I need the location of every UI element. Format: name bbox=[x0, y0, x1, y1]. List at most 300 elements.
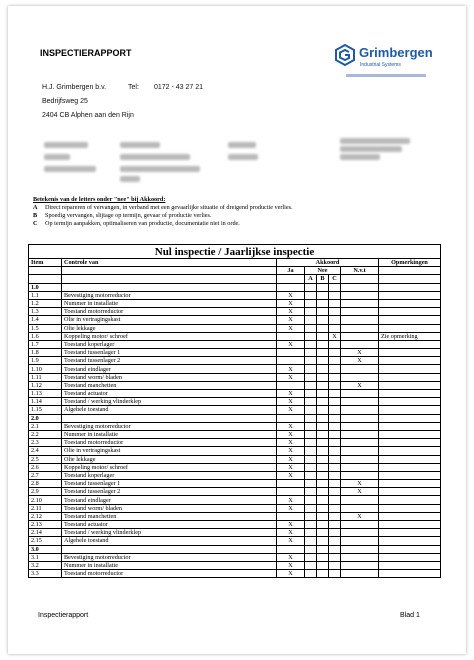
logo-name: Grimbergen bbox=[359, 45, 433, 60]
cell-c bbox=[329, 299, 341, 307]
cell-c bbox=[329, 545, 341, 553]
cell-ja bbox=[277, 488, 305, 496]
cell-c bbox=[329, 308, 341, 316]
cell-ja: X bbox=[277, 308, 305, 316]
cell-c bbox=[329, 390, 341, 398]
cell-ja: X bbox=[277, 529, 305, 537]
cell-nvt bbox=[341, 504, 379, 512]
table-row bbox=[29, 488, 441, 496]
cell-a bbox=[305, 455, 317, 463]
cell-a bbox=[305, 324, 317, 332]
cell-item: 1.15 bbox=[29, 406, 62, 414]
cell-control bbox=[62, 414, 277, 422]
cell-ja bbox=[277, 512, 305, 520]
cell-control: Toestand eindlager bbox=[62, 365, 277, 373]
cell-ja bbox=[277, 332, 305, 340]
cell-rem bbox=[379, 340, 441, 348]
cell-item: 1.8 bbox=[29, 349, 62, 357]
cell-a bbox=[305, 561, 317, 569]
cell-item: 2.12 bbox=[29, 512, 62, 520]
cell-item: 2.1 bbox=[29, 422, 62, 430]
cell-control: Toestand motorreductor bbox=[62, 570, 277, 578]
cell-a bbox=[305, 365, 317, 373]
cell-nvt bbox=[341, 414, 379, 422]
table-row bbox=[29, 340, 441, 348]
col-ja: Ja bbox=[277, 267, 305, 275]
cell-a bbox=[305, 504, 317, 512]
cell-a bbox=[305, 512, 317, 520]
cell-control bbox=[62, 283, 277, 291]
cell-rem bbox=[379, 512, 441, 520]
cell-ja: X bbox=[277, 324, 305, 332]
cell-rem bbox=[379, 349, 441, 357]
cell-nvt bbox=[341, 545, 379, 553]
cell-ja bbox=[277, 381, 305, 389]
cell-item: 2.6 bbox=[29, 463, 62, 471]
table-row bbox=[29, 406, 441, 414]
cell-ja bbox=[277, 414, 305, 422]
cell-a bbox=[305, 447, 317, 455]
cell-a bbox=[305, 545, 317, 553]
cell-ja: X bbox=[277, 439, 305, 447]
cell-c bbox=[329, 291, 341, 299]
cell-c bbox=[329, 529, 341, 537]
cell-b bbox=[317, 308, 329, 316]
table-row bbox=[29, 561, 441, 569]
cell-nvt bbox=[341, 332, 379, 340]
cell-a bbox=[305, 488, 317, 496]
table-row bbox=[29, 291, 441, 299]
col-remarks: Opmerkingen bbox=[379, 259, 441, 267]
cell-rem bbox=[379, 283, 441, 291]
table-row bbox=[29, 299, 441, 307]
report-title: INSPECTIERAPPORT bbox=[40, 48, 132, 58]
table-row bbox=[29, 398, 441, 406]
cell-a bbox=[305, 406, 317, 414]
cell-nvt bbox=[341, 537, 379, 545]
cell-nvt bbox=[341, 496, 379, 504]
cell-b bbox=[317, 340, 329, 348]
cell-item: 1.0 bbox=[29, 283, 62, 291]
cell-rem bbox=[379, 324, 441, 332]
cell-c bbox=[329, 488, 341, 496]
cell-b bbox=[317, 398, 329, 406]
cell-item: 1.1 bbox=[29, 291, 62, 299]
table-row bbox=[29, 512, 441, 520]
cell-ja: X bbox=[277, 390, 305, 398]
table-row bbox=[29, 455, 441, 463]
cell-nvt: X bbox=[341, 480, 379, 488]
cell-rem bbox=[379, 570, 441, 578]
cell-b bbox=[317, 406, 329, 414]
cell-a bbox=[305, 357, 317, 365]
cell-b bbox=[317, 504, 329, 512]
table-row bbox=[29, 349, 441, 357]
cell-rem bbox=[379, 430, 441, 438]
cell-b bbox=[317, 332, 329, 340]
cell-ja bbox=[277, 283, 305, 291]
cell-c: X bbox=[329, 332, 341, 340]
cell-ja: X bbox=[277, 373, 305, 381]
col-c: C bbox=[329, 275, 341, 283]
cell-c bbox=[329, 316, 341, 324]
cell-ja: X bbox=[277, 537, 305, 545]
col-item: Item bbox=[29, 259, 62, 267]
cell-item: 1.7 bbox=[29, 340, 62, 348]
cell-item: 2.8 bbox=[29, 480, 62, 488]
cell-b bbox=[317, 561, 329, 569]
cell-nvt bbox=[341, 463, 379, 471]
table-section-row bbox=[29, 283, 441, 291]
cell-rem bbox=[379, 496, 441, 504]
cell-ja: X bbox=[277, 570, 305, 578]
cell-c bbox=[329, 430, 341, 438]
table-row bbox=[29, 439, 441, 447]
cell-control: Toestand actuator bbox=[62, 521, 277, 529]
cell-b bbox=[317, 299, 329, 307]
cell-item: 2.0 bbox=[29, 414, 62, 422]
company-logo bbox=[334, 44, 454, 86]
cell-a bbox=[305, 471, 317, 479]
cell-c bbox=[329, 349, 341, 357]
cell-item: 3.3 bbox=[29, 570, 62, 578]
cell-rem bbox=[379, 439, 441, 447]
cell-nvt bbox=[341, 561, 379, 569]
cell-nvt: X bbox=[341, 512, 379, 520]
cell-a bbox=[305, 291, 317, 299]
col-b: B bbox=[317, 275, 329, 283]
cell-b bbox=[317, 570, 329, 578]
cell-rem bbox=[379, 504, 441, 512]
cell-a bbox=[305, 316, 317, 324]
cell-rem bbox=[379, 390, 441, 398]
cell-nvt bbox=[341, 570, 379, 578]
cell-b bbox=[317, 414, 329, 422]
cell-item: 2.11 bbox=[29, 504, 62, 512]
cell-c bbox=[329, 463, 341, 471]
cell-b bbox=[317, 365, 329, 373]
cell-rem bbox=[379, 561, 441, 569]
col-a: A bbox=[305, 275, 317, 283]
cell-ja: X bbox=[277, 455, 305, 463]
cell-b bbox=[317, 553, 329, 561]
cell-rem bbox=[379, 447, 441, 455]
cell-nvt: X bbox=[341, 357, 379, 365]
table-row bbox=[29, 422, 441, 430]
cell-c bbox=[329, 521, 341, 529]
cell-c bbox=[329, 447, 341, 455]
col-nee: Nee bbox=[305, 267, 341, 275]
cell-rem bbox=[379, 488, 441, 496]
cell-control: Toestand koperlager bbox=[62, 471, 277, 479]
cell-b bbox=[317, 545, 329, 553]
cell-item: 2.4 bbox=[29, 447, 62, 455]
table-row bbox=[29, 553, 441, 561]
cell-nvt bbox=[341, 291, 379, 299]
cell-c bbox=[329, 324, 341, 332]
legend-item: C Op termijn aanpakken, optimaliseren van productie, documentatie niet in orde. bbox=[33, 220, 240, 227]
table-row bbox=[29, 324, 441, 332]
cell-control: Toestand tussenlager 1 bbox=[62, 349, 277, 357]
cell-c bbox=[329, 422, 341, 430]
cell-control: Olie lekkage bbox=[62, 455, 277, 463]
cell-control: Olie in vertragingskast bbox=[62, 447, 277, 455]
cell-control: Toestand / werking vlinderklep bbox=[62, 529, 277, 537]
col-akkoord: Akkoord bbox=[277, 259, 379, 267]
cell-item: 2.9 bbox=[29, 488, 62, 496]
cell-b bbox=[317, 430, 329, 438]
cell-b bbox=[317, 349, 329, 357]
cell-nvt bbox=[341, 373, 379, 381]
table-row bbox=[29, 365, 441, 373]
cell-rem bbox=[379, 463, 441, 471]
cell-ja: X bbox=[277, 447, 305, 455]
table-row bbox=[29, 463, 441, 471]
cell-nvt bbox=[341, 430, 379, 438]
cell-nvt: X bbox=[341, 488, 379, 496]
cell-item: 1.5 bbox=[29, 324, 62, 332]
cell-ja: X bbox=[277, 340, 305, 348]
cell-ja: X bbox=[277, 471, 305, 479]
cell-nvt bbox=[341, 447, 379, 455]
cell-control: Nummer in installatie bbox=[62, 299, 277, 307]
cell-b bbox=[317, 529, 329, 537]
table-row bbox=[29, 447, 441, 455]
cell-item: 2.2 bbox=[29, 430, 62, 438]
cell-c bbox=[329, 414, 341, 422]
cell-rem bbox=[379, 529, 441, 537]
cell-item: 2.5 bbox=[29, 455, 62, 463]
cell-nvt bbox=[341, 324, 379, 332]
cell-control: Toestand worm/ bladen bbox=[62, 373, 277, 381]
cell-ja: X bbox=[277, 430, 305, 438]
cell-item: 1.3 bbox=[29, 308, 62, 316]
letter-legend bbox=[33, 196, 293, 228]
cell-c bbox=[329, 283, 341, 291]
legend-item: A Direct repareren of vervangen, in verband met een gevaarlijke situatie of dreigend productie verlies. bbox=[33, 204, 293, 211]
inspection-table bbox=[28, 244, 441, 578]
cell-c bbox=[329, 439, 341, 447]
cell-item: 2.3 bbox=[29, 439, 62, 447]
cell-control: Toestand tussenlager 1 bbox=[62, 480, 277, 488]
cell-control: Bevestiging motorreductor bbox=[62, 422, 277, 430]
cell-rem bbox=[379, 406, 441, 414]
cell-b bbox=[317, 521, 329, 529]
cell-control: Toestand manchetten bbox=[62, 512, 277, 520]
table-row bbox=[29, 504, 441, 512]
cell-rem bbox=[379, 553, 441, 561]
cell-c bbox=[329, 480, 341, 488]
cell-control bbox=[62, 545, 277, 553]
cell-rem bbox=[379, 373, 441, 381]
cell-a bbox=[305, 430, 317, 438]
cell-a bbox=[305, 537, 317, 545]
cell-c bbox=[329, 553, 341, 561]
cell-control: Olie lekkage bbox=[62, 324, 277, 332]
cell-c bbox=[329, 381, 341, 389]
cell-a bbox=[305, 529, 317, 537]
cell-b bbox=[317, 488, 329, 496]
cell-ja: X bbox=[277, 561, 305, 569]
company-city: 2404 CB Alphen aan den Rijn bbox=[42, 112, 134, 119]
cell-b bbox=[317, 512, 329, 520]
table-row bbox=[29, 373, 441, 381]
cell-rem bbox=[379, 316, 441, 324]
cell-rem bbox=[379, 537, 441, 545]
cell-a bbox=[305, 553, 317, 561]
cell-control: Koppeling motor/ schroef bbox=[62, 463, 277, 471]
table-row bbox=[29, 332, 441, 340]
cell-a bbox=[305, 349, 317, 357]
cell-item: 1.10 bbox=[29, 365, 62, 373]
cell-b bbox=[317, 480, 329, 488]
cell-control: Toestand koperlager bbox=[62, 340, 277, 348]
cell-ja bbox=[277, 349, 305, 357]
cell-control: Toestand eindlager bbox=[62, 496, 277, 504]
cell-control: Toestand actuator bbox=[62, 390, 277, 398]
cell-control: Toestand motorreductor bbox=[62, 439, 277, 447]
cell-nvt bbox=[341, 308, 379, 316]
cell-c bbox=[329, 496, 341, 504]
cell-a bbox=[305, 398, 317, 406]
logo-tagline-strip bbox=[346, 74, 426, 77]
legend-title: Betekenis van de letters onder "nee" bij Akkoord: bbox=[33, 196, 166, 203]
cell-rem bbox=[379, 455, 441, 463]
table-row bbox=[29, 529, 441, 537]
cell-ja bbox=[277, 545, 305, 553]
cell-control: Toestand motorreductor bbox=[62, 308, 277, 316]
cell-nvt bbox=[341, 406, 379, 414]
legend-item: B Spoedig vervangen, slijtage op termijn, gevaar of productie verlies. bbox=[33, 212, 212, 219]
cell-rem bbox=[379, 414, 441, 422]
cell-item: 3.2 bbox=[29, 561, 62, 569]
cell-ja: X bbox=[277, 496, 305, 504]
cell-rem bbox=[379, 308, 441, 316]
cell-control: Koppeling motor/ schroef bbox=[62, 332, 277, 340]
report-page bbox=[8, 6, 466, 654]
cell-b bbox=[317, 373, 329, 381]
cell-c bbox=[329, 398, 341, 406]
table-row bbox=[29, 381, 441, 389]
cell-a bbox=[305, 414, 317, 422]
table-row bbox=[29, 316, 441, 324]
cell-nvt bbox=[341, 365, 379, 373]
cell-control: Toestand / werking vlinderklep bbox=[62, 398, 277, 406]
cell-rem bbox=[379, 299, 441, 307]
cell-c bbox=[329, 406, 341, 414]
cell-nvt bbox=[341, 316, 379, 324]
cell-b bbox=[317, 324, 329, 332]
cell-rem bbox=[379, 521, 441, 529]
cell-a bbox=[305, 480, 317, 488]
cell-ja: X bbox=[277, 299, 305, 307]
cell-item: 3.0 bbox=[29, 545, 62, 553]
cell-nvt bbox=[341, 439, 379, 447]
cell-c bbox=[329, 373, 341, 381]
cell-b bbox=[317, 447, 329, 455]
cell-c bbox=[329, 504, 341, 512]
cell-item: 1.9 bbox=[29, 357, 62, 365]
col-control: Controle van bbox=[62, 259, 277, 267]
cell-a bbox=[305, 570, 317, 578]
cell-nvt bbox=[341, 455, 379, 463]
cell-c bbox=[329, 455, 341, 463]
cell-ja: X bbox=[277, 365, 305, 373]
cell-item: 2.7 bbox=[29, 471, 62, 479]
table-row bbox=[29, 537, 441, 545]
cell-item: 2.13 bbox=[29, 521, 62, 529]
table-section-row bbox=[29, 545, 441, 553]
table-row bbox=[29, 308, 441, 316]
cell-rem bbox=[379, 471, 441, 479]
cell-rem bbox=[379, 398, 441, 406]
cell-ja: X bbox=[277, 398, 305, 406]
cell-control: Algehele toestand bbox=[62, 537, 277, 545]
cell-b bbox=[317, 439, 329, 447]
cell-ja: X bbox=[277, 422, 305, 430]
cell-a bbox=[305, 308, 317, 316]
cell-a bbox=[305, 340, 317, 348]
cell-ja: X bbox=[277, 521, 305, 529]
cell-b bbox=[317, 471, 329, 479]
cell-control: Olie in vertragingskast bbox=[62, 316, 277, 324]
table-row bbox=[29, 480, 441, 488]
tel-label: Tel: bbox=[128, 84, 139, 91]
cell-control: Algehele toestand bbox=[62, 406, 277, 414]
cell-item: 3.1 bbox=[29, 553, 62, 561]
cell-nvt bbox=[341, 340, 379, 348]
cell-a bbox=[305, 299, 317, 307]
cell-c bbox=[329, 570, 341, 578]
cell-nvt bbox=[341, 398, 379, 406]
cell-rem bbox=[379, 545, 441, 553]
cell-a bbox=[305, 332, 317, 340]
table-section-row bbox=[29, 414, 441, 422]
cell-control: Nummer in installatie bbox=[62, 561, 277, 569]
cell-a bbox=[305, 521, 317, 529]
cell-ja: X bbox=[277, 504, 305, 512]
cell-b bbox=[317, 381, 329, 389]
cell-control: Toestand worm/ bladen bbox=[62, 504, 277, 512]
table-row bbox=[29, 357, 441, 365]
cell-item: 2.15 bbox=[29, 537, 62, 545]
cell-nvt: X bbox=[341, 381, 379, 389]
cell-rem bbox=[379, 357, 441, 365]
cell-item: 2.10 bbox=[29, 496, 62, 504]
cell-item: 1.14 bbox=[29, 398, 62, 406]
table-title: Nul inspectie / Jaarlijkse inspectie bbox=[29, 245, 441, 259]
cell-rem bbox=[379, 381, 441, 389]
company-street: Bedrijfsweg 25 bbox=[42, 98, 88, 105]
table-row bbox=[29, 430, 441, 438]
cell-ja: X bbox=[277, 316, 305, 324]
cell-rem bbox=[379, 480, 441, 488]
cell-a bbox=[305, 381, 317, 389]
cell-a bbox=[305, 463, 317, 471]
cell-nvt bbox=[341, 283, 379, 291]
cell-item: 1.4 bbox=[29, 316, 62, 324]
cell-b bbox=[317, 316, 329, 324]
cell-a bbox=[305, 422, 317, 430]
logo-subtitle: Industrial Systems bbox=[360, 62, 401, 68]
cell-control: Nummer in installatie bbox=[62, 430, 277, 438]
cell-item: 2.14 bbox=[29, 529, 62, 537]
cell-c bbox=[329, 365, 341, 373]
cell-a bbox=[305, 390, 317, 398]
cell-nvt bbox=[341, 299, 379, 307]
cell-c bbox=[329, 537, 341, 545]
cell-c bbox=[329, 471, 341, 479]
